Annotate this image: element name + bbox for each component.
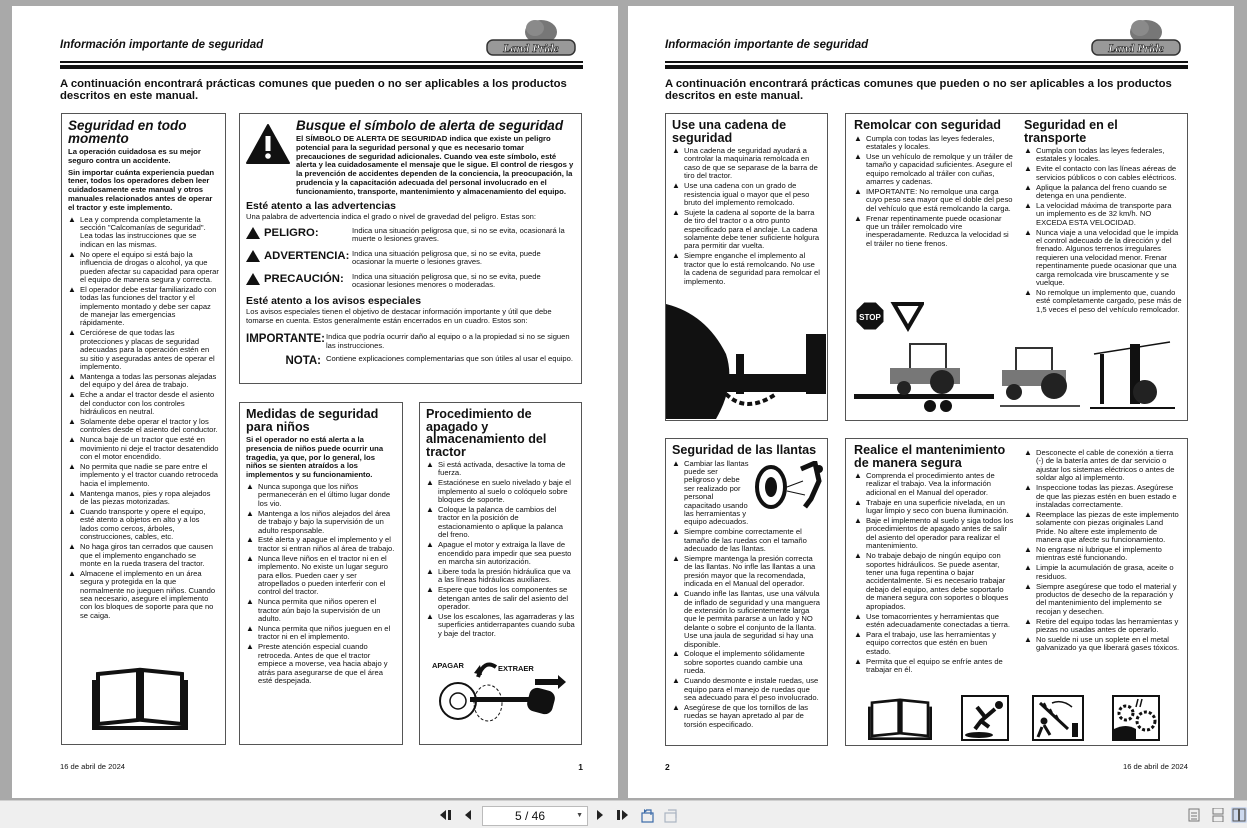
section-title: Use una cadena de seguridad: [672, 118, 787, 145]
section-title: Procedimiento de apagado y almacenamiento del tractor: [426, 407, 547, 459]
maintenance-col-1: [854, 444, 1014, 676]
list-item: ▲ Coloque el implemento sólidamente sobre soportes cuando cambie una rueda.: [672, 650, 821, 675]
list-item: ▲ Cuando transporte y opere el equipo, esté atento a objetos en alto y a los lados como cercos, árboles, construcciones, cables, etc.: [68, 508, 219, 542]
list-item: ▲ No haga giros tan cerrados que causen que el implemento enganchado se monte en la rueda trasera del tractor.: [68, 543, 219, 568]
list-item: ▲ La velocidad máxima de transporte para un implemento es de 32 km/h. NO EXCEDA ESTA VELOCIDAD.: [1024, 202, 1182, 227]
page-1: [12, 6, 618, 798]
safety-alert-icon: [246, 123, 290, 165]
bullet-list: [68, 216, 219, 621]
list-item: ▲ Solamente debe operar el tractor y los controles desde el asiento del conductor.: [68, 418, 219, 435]
list-item: ▲ Permita que el equipo se enfríe antes de trabajar en él.: [854, 658, 1014, 675]
list-item: ▲ IMPORTANTE: No remolque una carga cuyo peso sea mayor que el doble del peso del vehículo que está remolcando la carga.: [854, 188, 1014, 213]
list-item: ▲ No engrase ni lubrique el implemento mientras esté funcionando.: [1024, 546, 1182, 563]
list-item: ▲ No permita que nadie se pare entre el implemento y el tractor cuando retroceda hacia el implemento.: [68, 463, 219, 488]
list-item: ▲ Una cadena de seguridad ayudará a controlar la maquinaria remolcada en caso de que se separase de la barra de tiro del tractor.: [672, 147, 821, 181]
list-item: ▲ Nunca baje de un tractor que esté en movimiento ni deje el tractor desatendido con el motor encendido.: [68, 436, 219, 461]
list-item: ▲ Cerciórese de que todas las protecciones y placas de seguridad adecuadas para la operación estén en su sitio y aseguradas antes de operar el implemento.: [68, 329, 219, 371]
list-item: ▲ Cumpla con todas las leyes federales, estatales y locales.: [854, 135, 1014, 152]
notice-label: NOTA:: [285, 355, 321, 368]
list-item: ▲ El operador debe estar familiarizado con todas las funciones del tractor y el implemento montado y debe ser capaz de manejar las emergencias rápidamente.: [68, 286, 219, 328]
bullet-list: [246, 483, 396, 685]
header-title: Información importante de seguridad: [60, 39, 264, 51]
list-item: ▲ Lea y comprenda completamente la sección "Calcomanías de seguridad". Lea todas las instrucciones que se indican en las mismas.: [68, 216, 219, 250]
list-item: ▲ Use tomacorrientes y herramientas que estén adecuadamente conectadas a tierra.: [854, 613, 1014, 630]
list-item: ▲ Almacene el implemento en un área segura y protegida en la que normalmente no jueguen niños. Cuando sea necesario, asegure el implemento con los bloques de soporte para que no se caiga.: [68, 570, 219, 620]
warning-label: PRECAUCIÓN:: [264, 272, 344, 285]
section-seguridad-ninos: [239, 402, 403, 745]
section-title: Realice el mantenimiento de manera segura: [854, 443, 1006, 470]
subsection-intro: Los avisos especiales tienen el objetivo de destacar información importante y útil que debe tomarse en cuenta. Estos generalmente están encerrados en un cuadro. Estos son:: [246, 307, 552, 325]
viewer-toolbar: [0, 800, 1247, 828]
list-item: ▲ Desconecte el cable de conexión a tierra (-) de la batería antes de dar servicio o ajustar los sistemas eléctricos o antes de soldar algo al implemento.: [1024, 449, 1182, 483]
list-item: ▲ Coloque la palanca de cambios del tractor en la posición de estacionamiento o aplique la palanca del freno.: [426, 506, 575, 540]
safety-chain-illustration: [666, 294, 826, 419]
list-item: ▲ No opere el equipo si está bajo la influencia de drogas o alcohol, ya que pueden afectar su capacidad para operar el equipo de manera segura y correcta.: [68, 251, 219, 285]
section-title: Seguridad en todo momento: [68, 118, 187, 146]
list-item: ▲ Cuando desmonte e instale ruedas, use equipo para el manejo de ruedas que sea adecuado para el peso involucrado.: [672, 677, 821, 702]
list-item: ▲ Asegúrese de que los tornillos de las ruedas se hayan apretado al par de torsión especificado.: [672, 704, 821, 729]
list-item: ▲ Evite el contacto con las líneas aéreas de servicios públicos o con cables eléctricos.: [1024, 165, 1182, 182]
page-indicator: 5 / 46: [515, 809, 546, 823]
list-item: ▲ Nunca permita que niños jueguen en el tractor ni en el implemento.: [246, 625, 396, 642]
first-page-button[interactable]: [438, 807, 454, 823]
header-rule: [665, 61, 1188, 63]
svg-text:Land Pride: Land Pride: [1108, 41, 1164, 55]
list-item: ▲ No suelde ni use un soplete en el metal galvanizado ya que liberará gases tóxicos.: [1024, 636, 1182, 653]
page-footer: [60, 762, 583, 771]
land-pride-logo: [1088, 18, 1184, 60]
warning-triangle-icon: [246, 227, 260, 239]
warning-row-precaucion: [246, 273, 575, 290]
list-item: ▲ Siempre enganche el implemento al tractor que lo está remolcando. No use la cadena de seguridad para remolcar el implemento.: [672, 252, 821, 286]
list-item: ▲ Estaciónese en suelo nivelado y baje el implemento al suelo o colóquelo sobre bloques de soporte.: [426, 479, 575, 504]
bullet-list: [854, 472, 1014, 674]
list-item: ▲ Trabaje en una superficie nivelada, en un lugar limpio y seco con buena iluminación.: [854, 499, 1014, 516]
footer-date: 16 de abril de 2024: [60, 762, 126, 771]
bullet-list: [854, 135, 1014, 249]
list-item: ▲ Use un vehículo de remolque y un tráiler de tamaño y capacidad suficientes. Asegure el equipo remolcado al tráiler con cuñas, amarres y cadenas.: [854, 153, 1014, 187]
list-item: ▲ Eche a andar el tractor desde el asiento del conductor con los controles hidráulicos en neutral.: [68, 391, 219, 416]
two-page-icon: [1232, 808, 1246, 822]
list-item: ▲ Cambiar las llantas puede ser peligroso y debe ser realizado por personal capacitado usando las herramientas y equipo adecuados.: [672, 460, 821, 527]
list-item: ▲ Mantenga a todas las personas alejadas del equipo y del área de trabajo.: [68, 373, 219, 390]
list-item: ▲ Libere toda la presión hidráulica que va a las líneas hidráulicas auxiliares.: [426, 568, 575, 585]
header-title: Información importante de seguridad: [665, 39, 869, 51]
last-page-icon: [615, 809, 629, 821]
warning-label: ADVERTENCIA:: [264, 249, 350, 262]
notice-text: Contiene explicaciones complementarias que son útiles al usar el equipo.: [326, 354, 573, 364]
bullet-list: [1024, 147, 1182, 314]
bullet-list: [426, 461, 575, 638]
intro-text: A continuación encontrará prácticas comunes que pueden o no ser aplicables a los productos descritos en este manual.: [665, 78, 1172, 102]
section-title: Seguridad en el transporte: [1024, 118, 1118, 145]
subsection-intro: Una palabra de advertencia indica el grado o nivel de gravedad del peligro. Estas son:: [246, 211, 537, 221]
list-item: ▲ Nunca lleve niños en el tractor ni en el implemento. No existe un lugar seguro para ellos. Pueden caer y ser atropellados o pueden interferir con el control del tractor.: [246, 555, 396, 597]
ignition-key-illustration: [430, 653, 570, 728]
subsection-transporte: [1024, 119, 1182, 316]
previous-view-icon: [640, 807, 656, 823]
section-mantenimiento-seguro: [845, 438, 1188, 746]
list-item: ▲ Limpie la acumulación de grasa, aceite o residuos.: [1024, 564, 1182, 581]
notice-text: Indica que podría ocurrir daño al equipo o a la propiedad si no se siguen las instrucciones.: [326, 332, 570, 350]
lead-text: La operación cuidadosa es su mejor seguro contra un accidente.: [68, 147, 201, 165]
notice-row-importante: [246, 333, 575, 350]
last-page-button[interactable]: [614, 807, 630, 823]
next-view-icon: [663, 807, 679, 823]
header-rule-thick: [665, 65, 1188, 69]
list-item: ▲ Frenar repentinamente puede ocasionar que un tráiler remolcado vire inesperadamente. Reduzca la velocidad si el tráiler no tiene frenos.: [854, 215, 1014, 249]
list-item: ▲ Nunca viaje a una velocidad que le impida el control adecuado de la dirección y del frenado. Algunos terrenos irregulares requieren una velocidad menor. Frenar repentinamente puede ocasionar que una carga remolcada vire bruscamente y se vuelque.: [1024, 229, 1182, 288]
list-item: ▲ Inspeccione todas las piezas. Asegúrese de que las piezas estén en buen estado e instaladas correctamente.: [1024, 484, 1182, 509]
warning-label: PELIGRO:: [264, 226, 319, 239]
list-item: ▲ Nunca suponga que los niños permanecerán en el último lugar donde los vio.: [246, 483, 396, 508]
bullet-list: [672, 460, 821, 730]
illus-label-extraer: EXTRAER: [498, 664, 534, 673]
maintenance-col-2: [1024, 449, 1182, 654]
list-item: ▲ Siempre mantenga la presión correcta de las llantas. No infle las llantas a una presión mayor que la recomendada, indicada en el Manual del operador.: [672, 555, 821, 589]
bullet-list: [1024, 449, 1182, 653]
stop-sign-icon: STOP: [859, 313, 881, 322]
section-cadena-seguridad: [665, 113, 828, 421]
prev-page-icon: [463, 809, 473, 821]
list-item: ▲ Para el trabajo, use las herramientas y equipo correctos que estén en buen estado.: [854, 631, 1014, 656]
section-title: Remolcar con seguridad: [854, 118, 1001, 132]
land-pride-logo: [483, 18, 579, 60]
list-item: ▲ Reemplace las piezas de este implemento solamente con piezas originales Land Pride. No altere este implemento de manera que afecte su funcionamiento.: [1024, 511, 1182, 545]
stop-yield-signs: [854, 300, 924, 336]
slip-fall-hazard-icon: [961, 695, 1009, 741]
list-item: ▲ No remolque un implemento que, cuando esté completamente cargado, pese más de 1,5 veces el peso del vehículo remolcador.: [1024, 289, 1182, 314]
two-page-view-button[interactable]: [1231, 807, 1247, 823]
header-rule: [60, 61, 583, 63]
list-item: ▲ Cumpla con todas las leyes federales, estatales y locales.: [1024, 147, 1182, 164]
list-item: ▲ Siempre combine correctamente el tamaño de las ruedas con el tamaño adecuado de las llantas.: [672, 528, 821, 553]
footer-date: 16 de abril de 2024: [1122, 762, 1188, 771]
warning-row-advertencia: [246, 250, 575, 267]
tractor-transport-illustration: [850, 334, 1180, 416]
list-item: ▲ Espere que todos los componentes se detengan antes de salir del asiento del operador.: [426, 586, 575, 611]
section-seguridad-llantas: [665, 438, 828, 746]
bullet-list: [672, 147, 821, 286]
list-item: ▲ Preste atención especial cuando retroceda. Antes de que el tractor empiece a moverse, vea hacia abajo y atrás para asegurarse de que el área esté despejada.: [246, 643, 396, 685]
list-item: ▲ Sujete la cadena al soporte de la barra de tiro del tractor o a otro punto especificado para el anclaje. La cadena solamente debe tener suficiente holgura para permitir dar vuelta.: [672, 209, 821, 251]
list-item: ▲ Siempre asegúrese que todo el material y productos de desecho de la reparación y del mantenimiento del implemento se recojan y desechen.: [1024, 583, 1182, 617]
continuous-view-button[interactable]: [1210, 807, 1226, 823]
prev-page-button[interactable]: [460, 807, 476, 823]
list-item: ▲ Cuando infle las llantas, use una válvula de inflado de seguridad y una manguera de extensión lo suficientemente larga que le permita pararse a un lado y NO delante o sobre el conjunto de la llanta. Use una jaula de seguridad si hay una disponible.: [672, 590, 821, 649]
subsection-title: Esté atento a las advertencias: [246, 199, 396, 212]
svg-text:Land Pride: Land Pride: [503, 41, 559, 55]
section-apagado-almacenamiento: [419, 402, 582, 745]
subsection-title: Esté atento a los avisos especiales: [246, 295, 422, 308]
warning-text: Indica una situación peligrosa que, si no se evita, ocasionará la muerte o lesiones graves.: [352, 225, 565, 244]
warning-triangle-icon: [246, 273, 260, 285]
section-title: Medidas de seguridad para niños: [246, 407, 379, 434]
notice-row-nota: [246, 355, 575, 367]
page-2: [628, 6, 1234, 798]
warning-row-peligro: [246, 227, 575, 244]
illus-label-apagar: APAGAR: [432, 661, 464, 670]
section-alerta-seguridad: [239, 113, 582, 384]
list-item: ▲ Retire del equipo todas las herramientas y piezas no usadas antes de operarlo.: [1024, 618, 1182, 635]
lead-text: Sin importar cuánta experiencia puedan tener, todos los operadores deben leer cuidadosamente este manual y otros manuales relacionados antes de operar el tractor y este implemento.: [68, 167, 215, 212]
warning-triangle-icon: [246, 250, 260, 262]
header-rule-thick: [60, 65, 583, 69]
crush-hazard-icon: [1032, 695, 1084, 741]
list-item: ▲ Si está activada, desactive la toma de fuerza.: [426, 461, 575, 478]
next-page-button[interactable]: [592, 807, 608, 823]
page-number-select[interactable]: [482, 806, 588, 826]
list-item: ▲ Baje el implemento al suelo y siga todos los procedimientos de apagado antes de salir del asiento del operador para realizar el mantenimiento.: [854, 517, 1014, 551]
list-item: ▲ Comprenda el procedimiento antes de realizar el trabajo. Vea la información adicional en el Manual del operador.: [854, 472, 1014, 497]
subsection-remolcar: [854, 119, 1014, 250]
continuous-icon: [1212, 808, 1224, 822]
next-page-icon: [595, 809, 605, 821]
list-item: ▲ Esté alerta y apague el implemento y el tractor si entran niños al área de trabajo.: [246, 536, 396, 553]
list-item: ▲ Use una cadena con un grado de resistencia igual o mayor que el peso bruto del implemento remolcado.: [672, 182, 821, 207]
section-title: Seguridad de las llantas: [672, 443, 817, 457]
lead-text: El SÍMBOLO DE ALERTA DE SEGURIDAD indica que existe un peligro potencial para la seguridad personal y que es necesario tomar precauciones de seguridad adicionales. Cuando vea este símbolo, esté alerta y lea cuidadosamente el mensaje que le sigue. El control de riesgos y la prevención de accidentes dependen de la conciencia, la preocupación, la prudencia y la capacitación adecuada del personal involucrado en el funcionamiento, transporte, mantenimiento y almacenamiento del equipo.: [296, 134, 574, 196]
dropdown-arrow-icon: ▼: [576, 812, 583, 819]
warning-text: Indica una situación peligrosa que, si no se evita, puede ocasionar lesiones menores o moderadas.: [352, 271, 541, 290]
notice-label: IMPORTANTE:: [246, 333, 326, 346]
list-item: ▲ Aplique la palanca del freno cuando se detenga en una pendiente.: [1024, 184, 1182, 201]
entanglement-hazard-icon: [1112, 695, 1160, 741]
page-number: 1: [578, 762, 583, 772]
list-item: ▲ Use los escalones, las agarraderas y las superficies antiderrapantes cuando suba y baje del tractor.: [426, 613, 575, 638]
list-item: ▲ Nunca permita que niños operen el tractor aún bajo la supervisión de un adulto.: [246, 598, 396, 623]
section-remolcar-transporte: [845, 113, 1188, 421]
go-back-view-button[interactable]: [640, 807, 656, 823]
single-page-icon: [1188, 808, 1200, 822]
list-item: ▲ Mantenga manos, pies y ropa alejados de las piezas motorizadas.: [68, 490, 219, 507]
lead-text: Si el operador no está alerta a la presencia de niños puede ocurrir una tragedia, ya que, por lo general, los niños se sienten atraídos a los implementos y su funcionamiento.: [246, 435, 384, 480]
manual-book-icon: [868, 695, 932, 741]
page-number: 2: [665, 762, 670, 772]
first-page-icon: [439, 809, 453, 821]
section-title: Busque el símbolo de alerta de seguridad: [296, 118, 564, 133]
intro-text: A continuación encontrará prácticas comunes que pueden o no ser aplicables a los productos descritos en este manual.: [60, 78, 567, 102]
list-item: ▲ Apague el motor y extraiga la llave de encendido para impedir que sea puesto en marcha sin autorización.: [426, 541, 575, 566]
go-forward-view-button[interactable]: [663, 807, 679, 823]
section-seguridad-todo-momento: [61, 113, 226, 745]
list-item: ▲ No trabaje debajo de ningún equipo con soportes hidráulicos. Se puede asentar, tener una fuga repentina o bajar accidentalmente. Si es necesario trabajar debajo del equipo, antes debe soportarlo de manera segura con soportes o bloques apropiados.: [854, 552, 1014, 611]
single-page-view-button[interactable]: [1186, 807, 1202, 823]
manual-book-icon: [92, 664, 188, 730]
list-item: ▲ Mantenga a los niños alejados del área de trabajo y bajo la supervisión de un adulto responsable.: [246, 510, 396, 535]
warning-text: Indica una situación peligrosa que, si no se evita, puede ocasionar la muerte o lesiones graves.: [352, 248, 541, 267]
